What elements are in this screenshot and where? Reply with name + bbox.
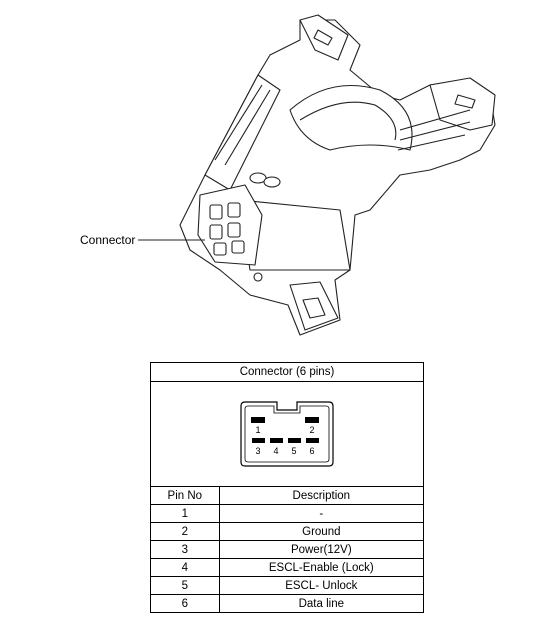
- connector-cavity-1: [210, 205, 222, 219]
- connector-cavity-5: [214, 243, 226, 255]
- connector-cavity-4: [228, 223, 240, 237]
- pin-number: 5: [151, 577, 220, 595]
- pin-description: ESCL- Unlock: [219, 577, 423, 595]
- pin-label-5: 5: [291, 446, 297, 456]
- pin-6-terminal: [306, 438, 319, 443]
- connector-cavity-6: [232, 241, 244, 253]
- header-pin-no: Pin No: [151, 487, 220, 505]
- pin-label-1: 1: [255, 425, 261, 435]
- header-description: Description: [219, 487, 423, 505]
- pin-number: 3: [151, 541, 220, 559]
- connector-face-diagram: [237, 398, 337, 470]
- pin-description: ESCL-Enable (Lock): [219, 559, 423, 577]
- pin-label-4: 4: [273, 446, 279, 456]
- pin-label-3: 3: [255, 446, 261, 456]
- connector-cavity-3: [210, 225, 222, 239]
- pin-description: Power(12V): [219, 541, 423, 559]
- pin-description: -: [219, 505, 423, 523]
- screw-hole: [254, 273, 262, 281]
- table-row: [151, 595, 424, 613]
- pin-4-terminal: [270, 438, 283, 443]
- pin-description: Ground: [219, 523, 423, 541]
- marking-oval-2: [264, 177, 280, 187]
- pin-label-6: 6: [309, 446, 315, 456]
- pin-1-terminal: [251, 417, 265, 423]
- table-row: [151, 541, 424, 559]
- table-row: [151, 523, 424, 541]
- pin-number: 6: [151, 595, 220, 613]
- connector-pin-table: [150, 362, 424, 613]
- connector-cavity-2: [228, 203, 240, 217]
- table-row: [151, 505, 424, 523]
- pin-number: 1: [151, 505, 220, 523]
- pin-number: 4: [151, 559, 220, 577]
- table-row: [151, 559, 424, 577]
- pin-3-terminal: [252, 438, 265, 443]
- connector-callout-label: Connector: [80, 233, 136, 247]
- pin-2-terminal: [305, 417, 319, 423]
- table-title: Connector (6 pins): [151, 363, 424, 382]
- pin-description: Data line: [219, 595, 423, 613]
- pin-label-2: 2: [309, 425, 315, 435]
- connector-diagram-cell: [151, 382, 424, 487]
- pin-5-terminal: [288, 438, 301, 443]
- pin-number: 2: [151, 523, 220, 541]
- table-row: [151, 577, 424, 595]
